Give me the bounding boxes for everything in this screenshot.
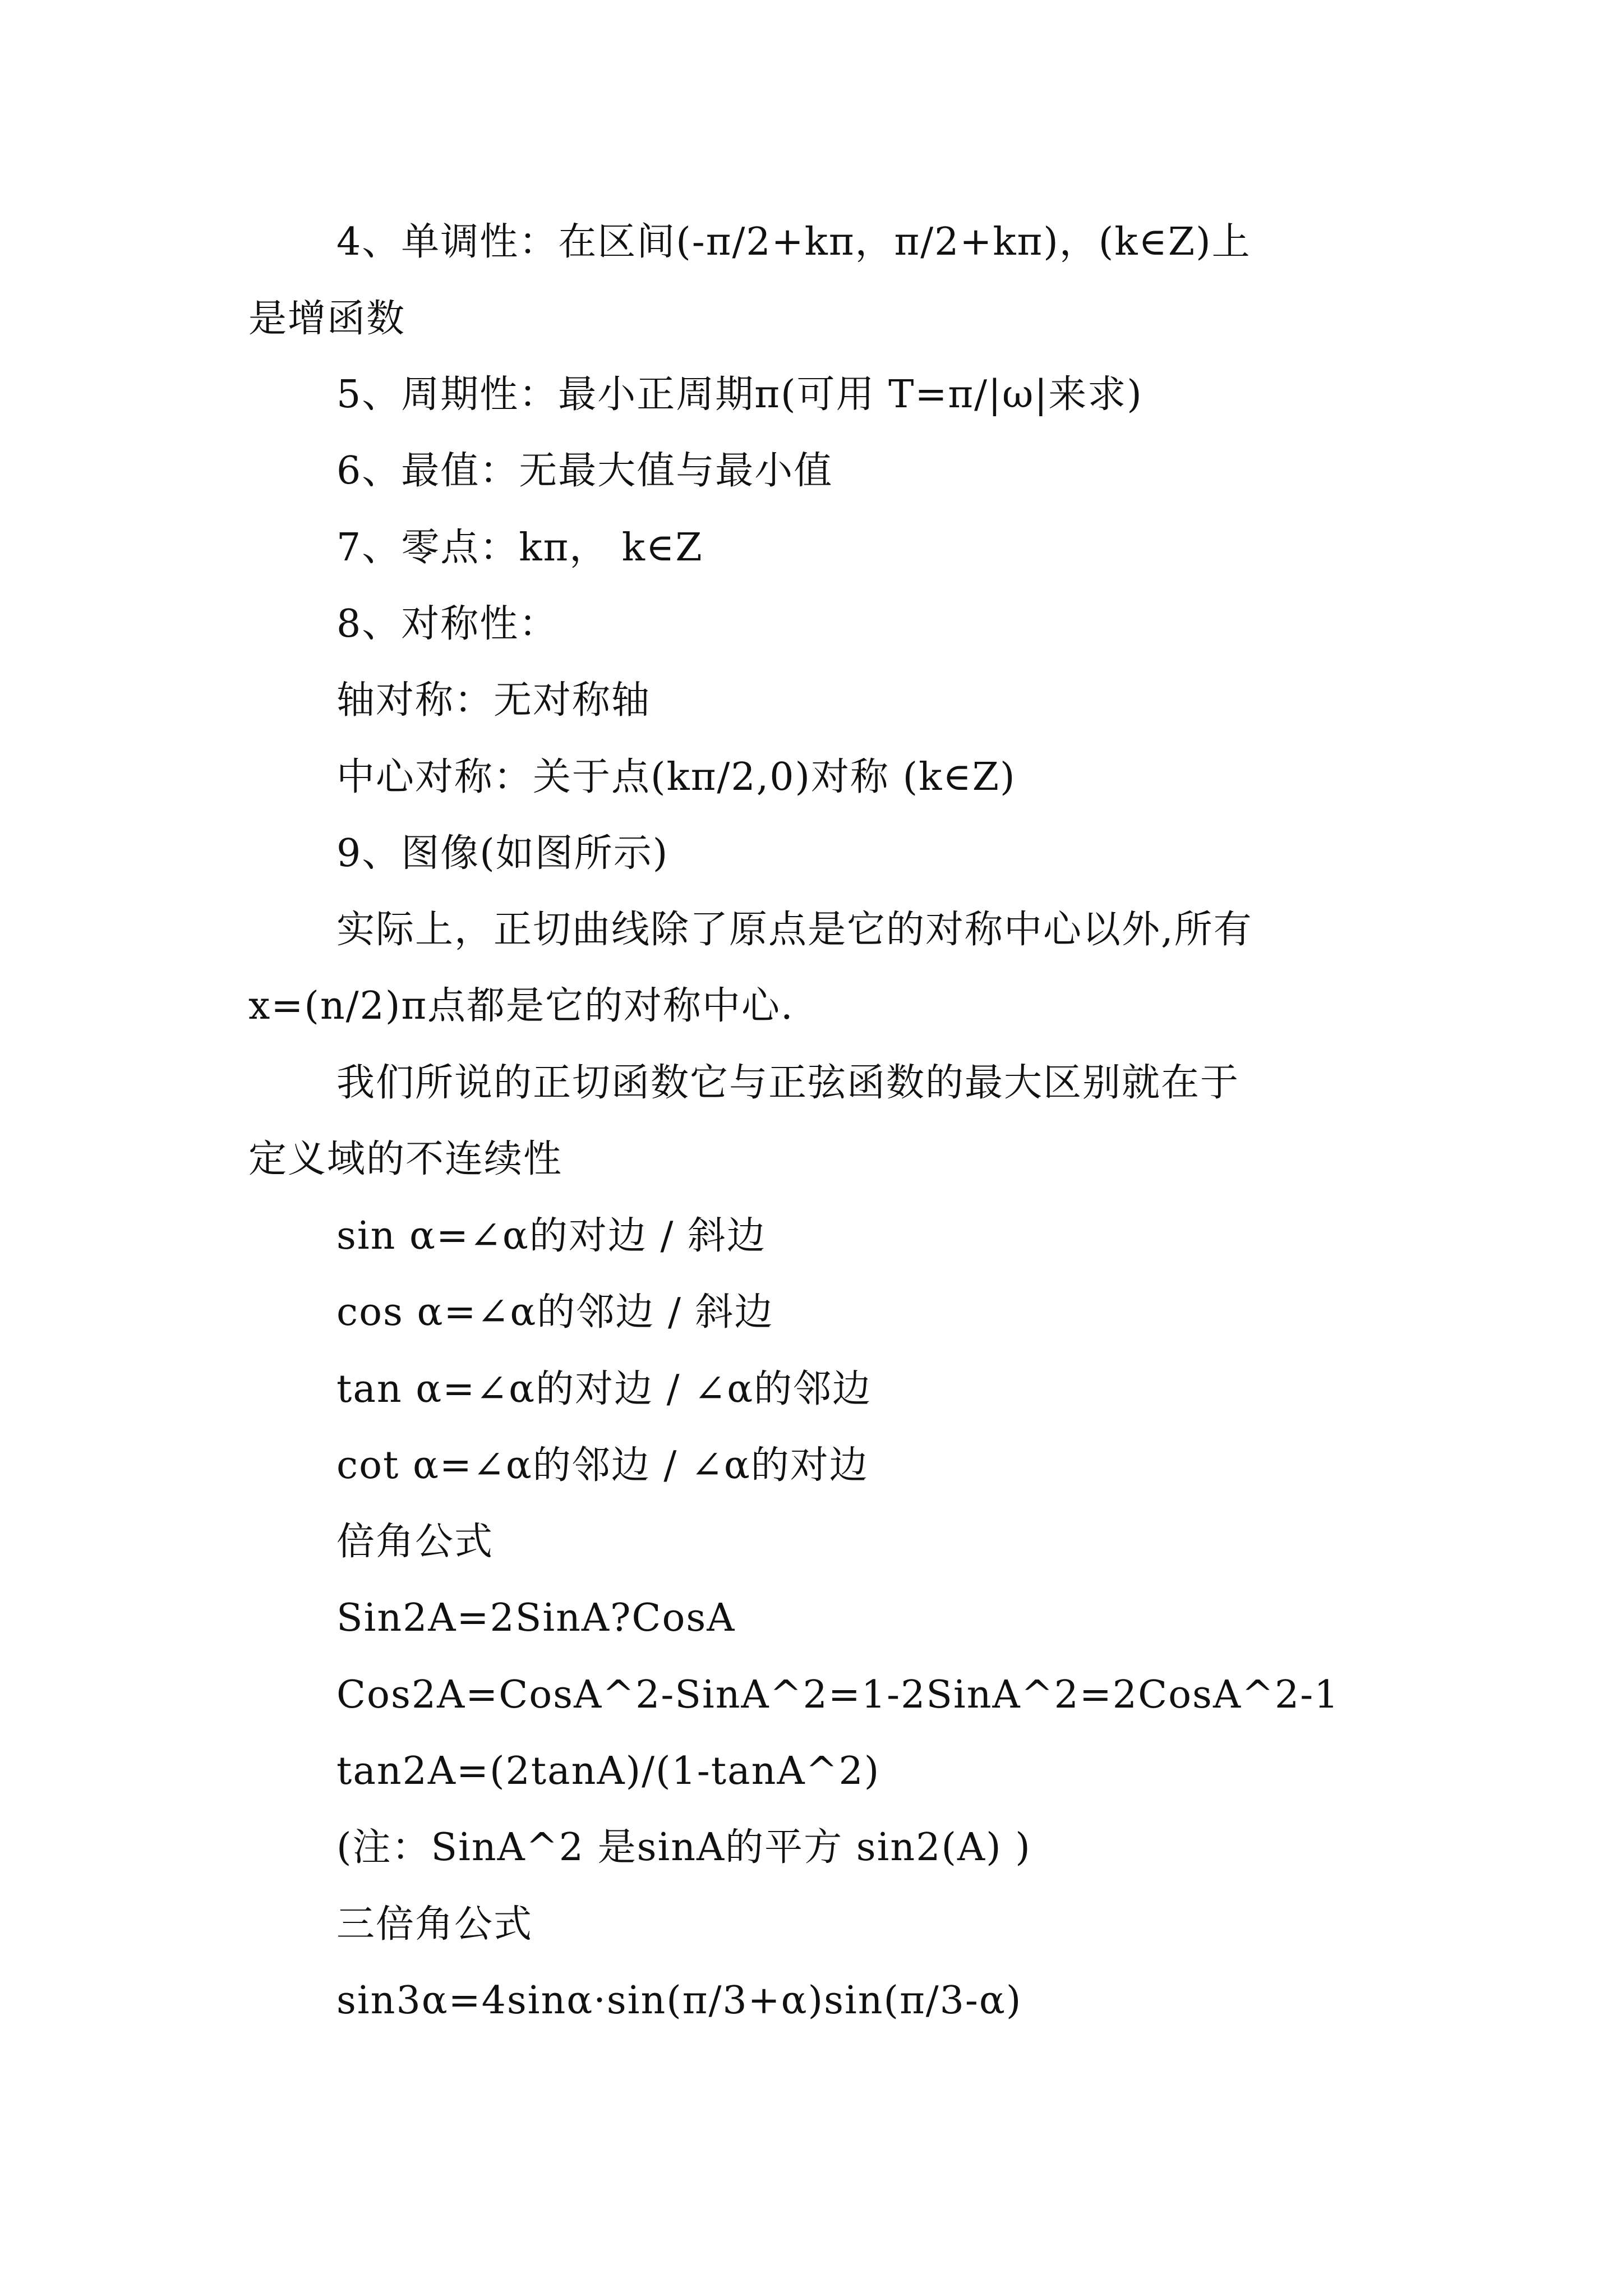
- text-line: 5、周期性：最小正周期π(可用 T=π/|ω|来求): [336, 372, 1143, 417]
- text-line: Cos2A=CosA^2-SinA^2=1-2SinA^2=2CosA^2-1: [336, 1673, 1340, 1717]
- text-line: 轴对称：无对称轴: [336, 678, 651, 723]
- text-line: 倍角公式: [336, 1520, 494, 1564]
- text-line: tan2A=(2tanA)/(1-tanA^2): [336, 1749, 880, 1793]
- text-line: 定义域的不连续性: [248, 1137, 563, 1181]
- text-line: 我们所说的正切函数它与正弦函数的最大区别就在于: [336, 1061, 1240, 1105]
- text-line: (注：SinA^2 是sinA的平方 sin2(A) ): [336, 1825, 1031, 1870]
- text-line: 三倍角公式: [336, 1902, 533, 1947]
- text-line: 9、图像(如图所示): [336, 831, 669, 876]
- text-line: 8、对称性：: [336, 602, 559, 646]
- text-line: 4、单调性：在区间(-π/2+kπ，π/2+kπ)，(k∈Z)上: [336, 220, 1251, 264]
- text-line: 7、零点：kπ， k∈Z: [336, 526, 703, 570]
- text-line: tan α=∠α的对边 / ∠α的邻边: [336, 1367, 872, 1411]
- text-line: 实际上，正切曲线除了原点是它的对称中心以外,所有: [336, 908, 1253, 952]
- text-line: 6、最值：无最大值与最小值: [336, 449, 833, 493]
- text-line: cos α=∠α的邻边 / 斜边: [336, 1290, 774, 1335]
- text-line: Sin2A=2SinA?CosA: [336, 1596, 736, 1640]
- text-line: sin3α=4sinα·sin(π/3+α)sin(π/3-α): [336, 1978, 1022, 2023]
- text-line: sin α=∠α的对边 / 斜边: [336, 1214, 766, 1258]
- text-line: 中心对称：关于点(kπ/2,0)对称 (k∈Z): [336, 755, 1016, 799]
- text-line: 是增函数: [248, 297, 406, 341]
- text-line: x=(n/2)π点都是它的对称中心.: [248, 984, 794, 1028]
- text-line: cot α=∠α的邻边 / ∠α的对边: [336, 1443, 869, 1488]
